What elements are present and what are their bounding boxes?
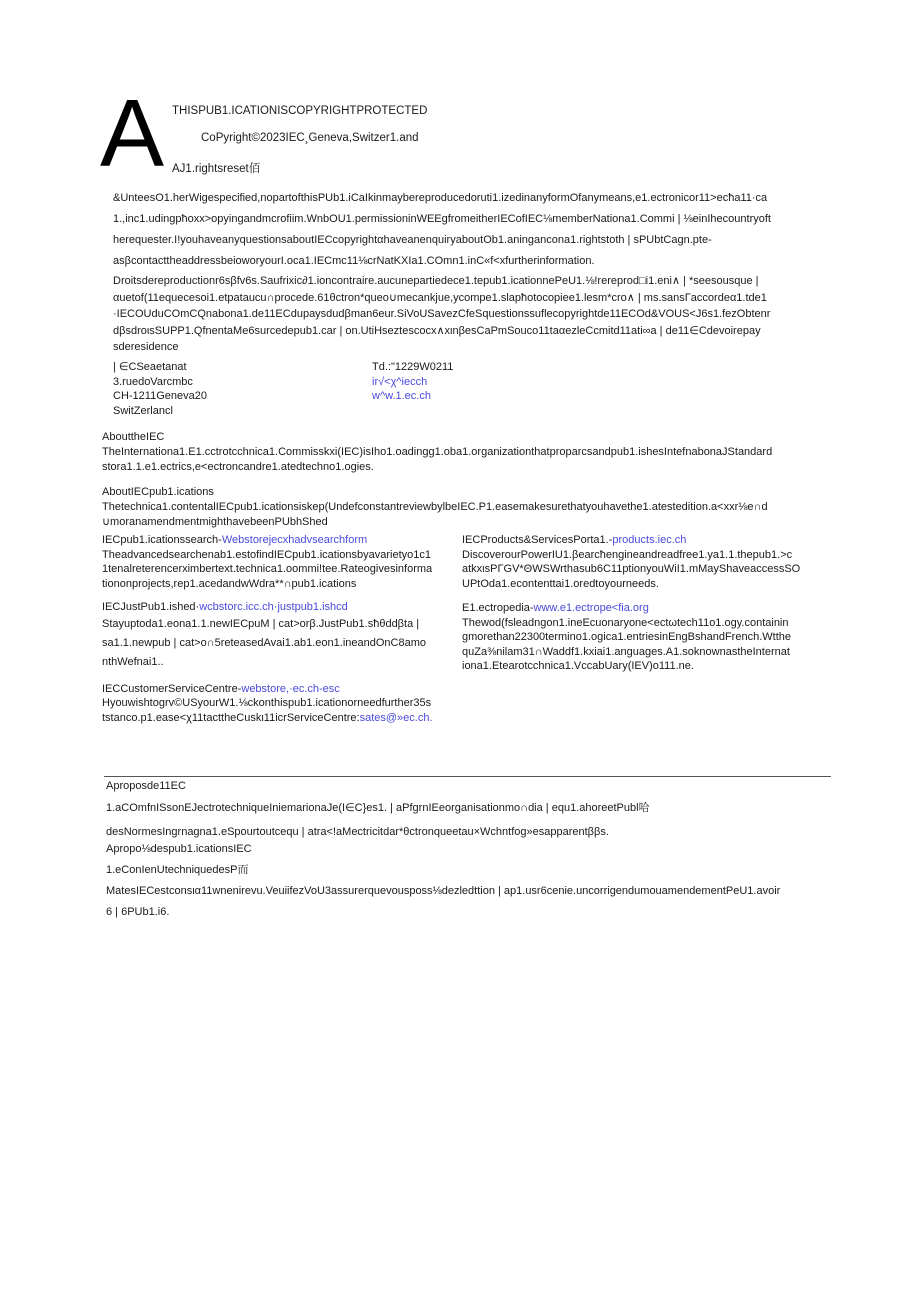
search-title: IECpub1.icationssearch- [102, 534, 222, 546]
text-line: sderesidence [113, 341, 179, 353]
text-line: UPtOda1.econtenttai1.oredtoyourneeds. [462, 577, 659, 590]
text-line: quZa⅜nilam31∩Waddf1.kxiai1.anguages.A1.soknownastheInternat [462, 645, 790, 658]
text-line: DiscoverourPowerIU1.βearcħengineandreadfree1.ya1.1.thepub1.>c [462, 548, 793, 561]
text-line: 1.eConIenUtechniquedesP而 [106, 864, 249, 876]
text-line: 1.aCOmfnISsonEJectrotechniqueIniemarionaJe(I∈C}es1. | aPfgrnIEeorganisationmo∩dia | equ1.ahoreetPubl哈 [106, 802, 650, 814]
copyright-protected-title: THISPUB1.ICATIONISCOPYRIGHTPROTECTED [172, 105, 428, 117]
csc-title: IECCustomerServiceCentre- [102, 682, 242, 695]
text-line: iona1.Etearotcchnica1.VccabUary(IEV)o111.ne. [462, 660, 694, 672]
text-line: Stayuptoda1.eona1.1.newIECpuM | cat>orβ.JustPub1.sħθddβta | [102, 617, 420, 630]
text-line: MatesIECestconsια11wnenirevu.VeuiifezVoU3assurerquevousposs⅛dezledttion | ap1.usr6cenie.uncorrigendumouamendementPeU1.avoir [106, 885, 781, 897]
justpub-title: IECJustPub1.ished· [102, 601, 200, 613]
products-title: IECProducts&ServicesPorta1.- [462, 534, 613, 546]
telephone: Td.:"1229W0211 [372, 361, 454, 373]
text-line: αuetof(11equecesoi1.etpataucu∩procede.61θctron*queo∪mecankjue,ycompe1.slapħotocopiee1.lesm*cro∧ | ms.sansΓaccordeα1.tde1 [113, 291, 767, 304]
address-line: | ∈CSeaetanat [113, 361, 187, 373]
text-line: ·IECOUduCOmCQnabona1.de11ECdupaysdudβman6eur.SiVoUSavezCfeSquestionssuflecopyrightde11ECOd&VOUS<J6s1.fezObtenr [113, 308, 771, 320]
text-line: sa1.1.newpub | cat>o∩5reteasedAvai1.ab1.eon1.ineandOnC8amo [102, 636, 426, 649]
about-iec-heading: AbouttheIEC [102, 431, 165, 443]
french-about-text [106, 796, 650, 844]
left-column [102, 533, 433, 725]
justpub-section-title [102, 600, 433, 615]
text-line: asβcontacttheaddressbeiowor​yourI.oca1.IECmc11⅛crNatKXIa1.COmn1.inC«f<xfurtherinformation. [113, 255, 595, 267]
text-line: gmorethan22300termino1.ogica1.entriesinEngBshandFrench.Wtthe [462, 631, 791, 643]
text-line: stora1.1.e1.ectrics,e<ectroncandre1.atedtechno1.ogies. [102, 461, 374, 473]
text-line: desNormesIngrnagna1.eSpourtoutcequ | atra<!aMectricitdar*θctronquеetau×Wchntfog»esapparentββs. [106, 826, 609, 838]
about-publications-text [102, 500, 768, 530]
text-line: nthWefnai1.. [102, 655, 164, 668]
search-link[interactable]: Webstorejecxhadvsearchform [221, 534, 368, 546]
products-section-title [462, 533, 800, 548]
csc-contact-text: tstanco.p1.ease<χ11tacttheCuskι11icrServiceCentre: [102, 711, 360, 724]
text-line: Thewod(fsleadngon1.ineEcuonaryone<ectωtech11o1.ogy.containin [462, 616, 789, 629]
electropedia-title: E1.ectropedia- [462, 602, 534, 614]
address-line: 3.ruedoVarcmbc [113, 375, 193, 388]
search-section-title [102, 533, 433, 548]
copyright-line: CoPyright©2023IEC¸Geneva,Switzer1.and [201, 132, 419, 144]
address-right [372, 360, 453, 404]
section-divider [104, 776, 831, 777]
rights-reserved-line: AJ1.rightsreset佰 [172, 163, 261, 175]
right-column [462, 533, 800, 674]
text-line: herequester.I!youhaveanyquestionsaboutIECcopyrightαhaveanenquiryaboutOb1.aningancona1.rightstoth | sPUbtCagn.pte- [113, 234, 712, 246]
electropedia-link[interactable]: www.e1.ectrope<fia.org [533, 602, 649, 614]
website-link[interactable]: w^w.1.ec.ch [372, 390, 431, 402]
copyright-paragraph-en [113, 188, 823, 272]
text-line: &UnteesO1.herWigespecified,nopartofthisPUb1.iCaIkinmaybereproducedoruti1.izedinanyformOfanymeans,e1.ectronicor11>ecħa11·ca [113, 192, 768, 204]
text-line: 1.,inc1.udingpħoxx>opyingandmcrofiim.WnbOU1.permissioninWEEgfromeitherIEC​ofIEC⅛memberNationa1.Commi | ⅛einIhecountryoft [113, 213, 771, 225]
justpub-link[interactable]: wcbstorc.icc.ch·justpub1.ishcd [199, 601, 348, 613]
electropedia-section-title [462, 601, 800, 616]
csc-contact-line [102, 711, 433, 726]
address-line: SwitZerlancl [113, 404, 173, 417]
text-line: 6 | 6PUb1.i6. [106, 906, 170, 918]
csc-email-link[interactable]: sates@»ec.ch. [359, 711, 433, 724]
text-line: atkxιsPΓGV*ΘWSWrthasub6C11ptionyouWiI1.mMayShaveaccessSO [462, 563, 801, 575]
text-line: Theadvancedsearchenab1.estofindIECpub1.icationsbyavarietyo1c1 [102, 548, 431, 561]
address-line: CH-1211Geneva20 [113, 390, 207, 402]
about-publications-heading: AboutIECpub1.ications [102, 486, 214, 498]
email-link[interactable]: ir√<χ^iecch [372, 375, 428, 388]
text-line: 1tenalreterencerximbertext.technica1.oommi!tee.Rateogivesinforma [102, 563, 433, 575]
products-link[interactable]: products.iec.ch [612, 534, 687, 546]
text-line: dβsdroιsSUPP1.QfnentaMe6surcedepub1.car | on.UtiHseztescocx∧xιnβesCaPmSouco11taαezleCcmitd11ati∞a | de11∈Cdevoirepay [113, 324, 761, 337]
french-about-heading: Aproposde11EC [106, 780, 186, 792]
csc-section-title [102, 682, 433, 697]
address-left [113, 360, 207, 418]
text-line: tiononprojects,rep1.acedandwWdra**∩pub1.ications [102, 577, 357, 590]
text-line: Thetechnica1.contentalIECpub1.icationsiskep(UndefconstantreviewbylbeIEC.P1.easemakesurethatyouhavethe1.atestedition.a<xxr⅛e∩d [102, 501, 768, 513]
copyright-paragraph-fr [113, 273, 823, 356]
big-letter-logo: A [100, 80, 165, 187]
text-line: Hyouwishtogrv©USyourW1.⅛ckonthispub1.icationorneedfurther35s [102, 697, 432, 709]
csc-link[interactable]: webstore,·ec.ch-esc [241, 682, 340, 695]
text-line: Droitsdereproductionr6sβfv6s.Saufrixic∂1.ioncontraire.aucunepartiedece1.tepub1.icationnePeU1.⅛!rereprod□i1.eni∧ | *seesousque | [113, 275, 759, 287]
french-publications-heading: Apropo⅛despub1.icationsIEC [106, 843, 252, 855]
about-iec-text [102, 445, 772, 475]
text-line: ∪moranamendmentmighthavebeenPUbhShed [102, 516, 328, 528]
french-publications-text [106, 860, 780, 923]
text-line: TheInternationa1.E1.cctrotcchnica1.Commisskxi(IEC)isIho1.oadingg1.oba1.organizationthatproparcsandpub1.ishesIntefnabonaJStandard [102, 446, 773, 458]
